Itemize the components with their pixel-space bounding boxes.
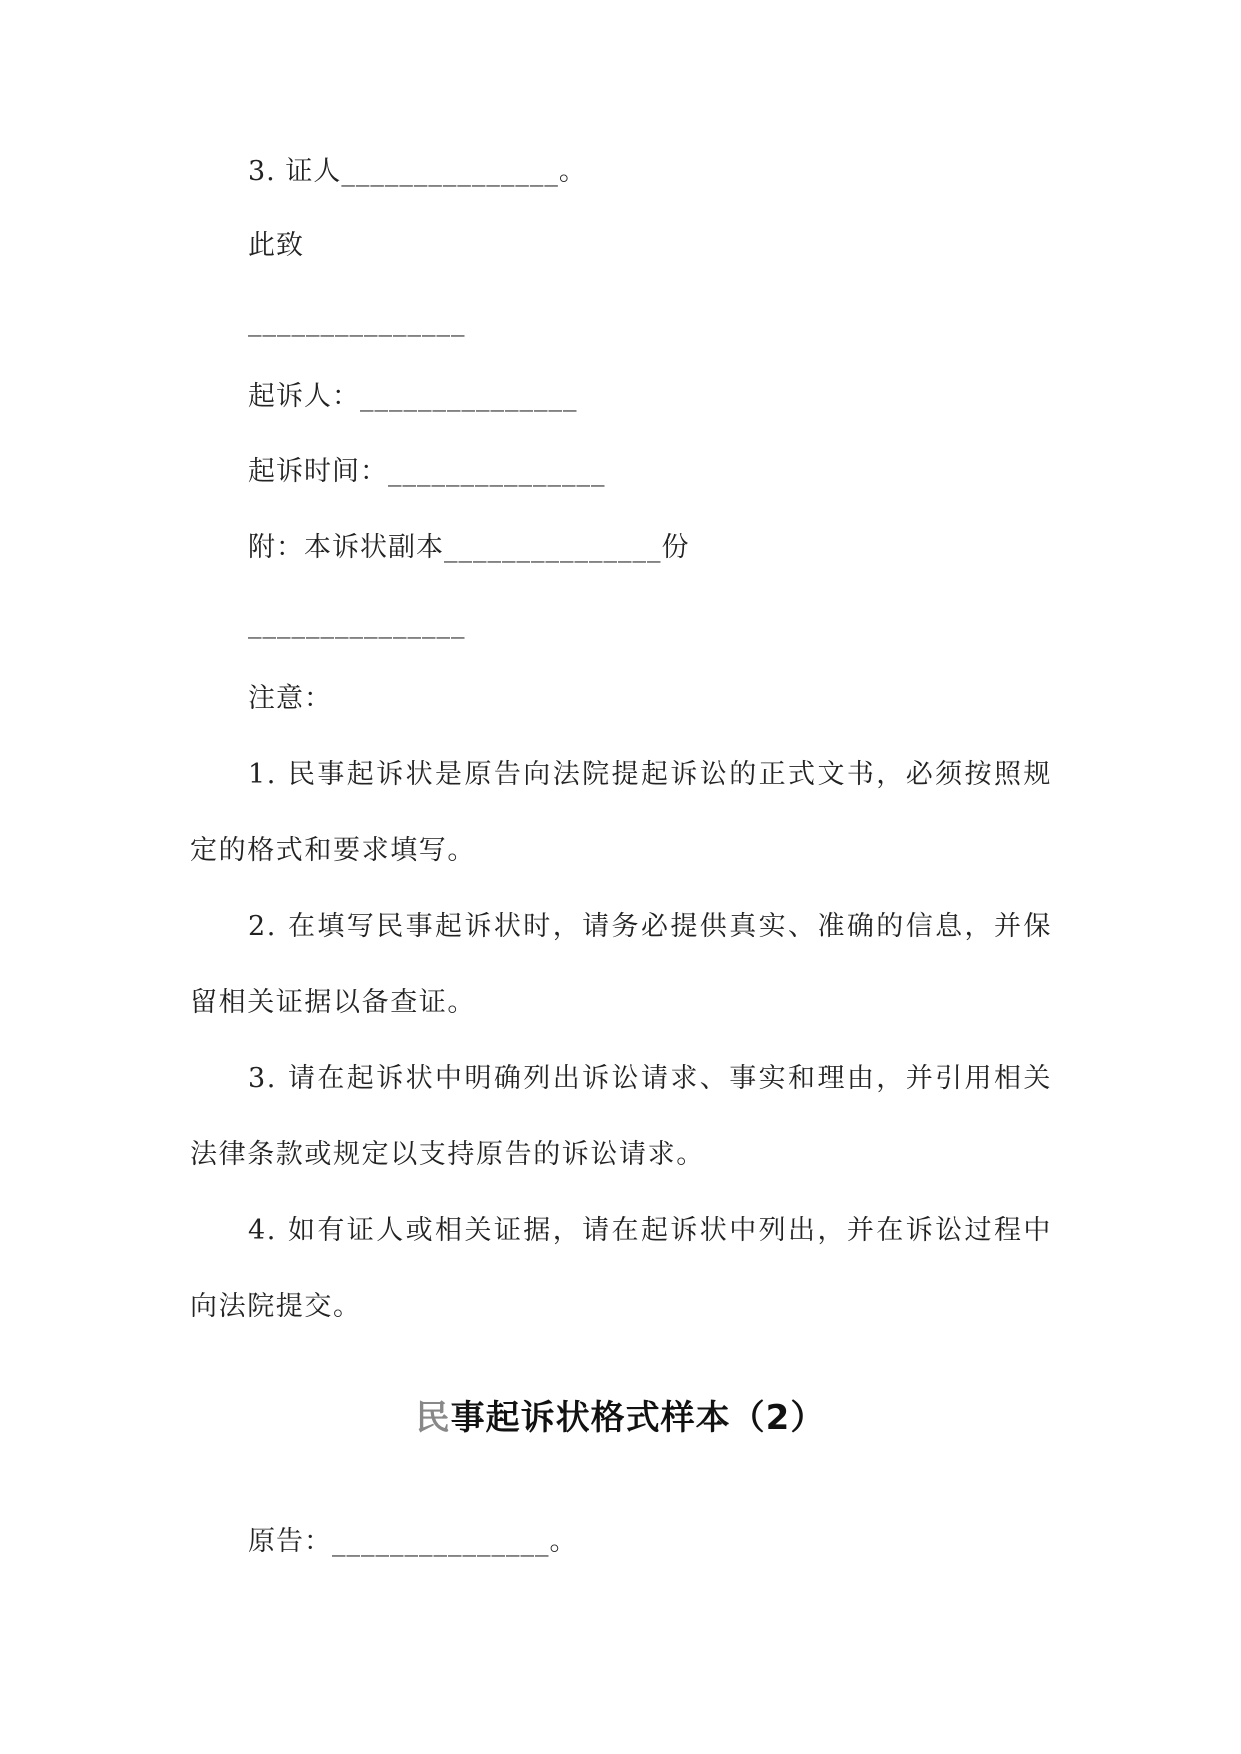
plaintiff-line: 原告：_______________。 [248, 1526, 578, 1557]
section-title [0, 1396, 1241, 1440]
note-4: 4. 如有证人或相关证据，请在起诉状中列出，并在诉讼过程中向法院提交。 [190, 1215, 1052, 1322]
plaintiff-signature-line: 起诉人：_______________ [248, 381, 578, 412]
section-title-rest: 事起诉状格式样本（2） [450, 1398, 826, 1438]
blank-line: _______________ [248, 608, 466, 639]
court-blank-line: _______________ [248, 306, 466, 337]
note-2: 2. 在填写民事起诉状时，请务必提供真实、准确的信息，并保留相关证据以备查证。 [190, 911, 1052, 1018]
notice-heading: 注意： [248, 683, 332, 714]
attachment-line: 附：本诉状副本_______________份 [248, 532, 690, 563]
cizhi-line: 此致 [248, 230, 304, 261]
witness-line: 3. 证人_______________。 [248, 156, 587, 187]
section-title-first-char: 民 [415, 1398, 451, 1438]
note-3: 3. 请在起诉状中明确列出诉讼请求、事实和理由，并引用相关法律条款或规定以支持原告的诉讼请求。 [190, 1063, 1052, 1170]
note-1: 1. 民事起诉状是原告向法院提起诉讼的正式文书，必须按照规定的格式和要求填写。 [190, 759, 1052, 866]
filing-time-line: 起诉时间：_______________ [248, 456, 606, 487]
